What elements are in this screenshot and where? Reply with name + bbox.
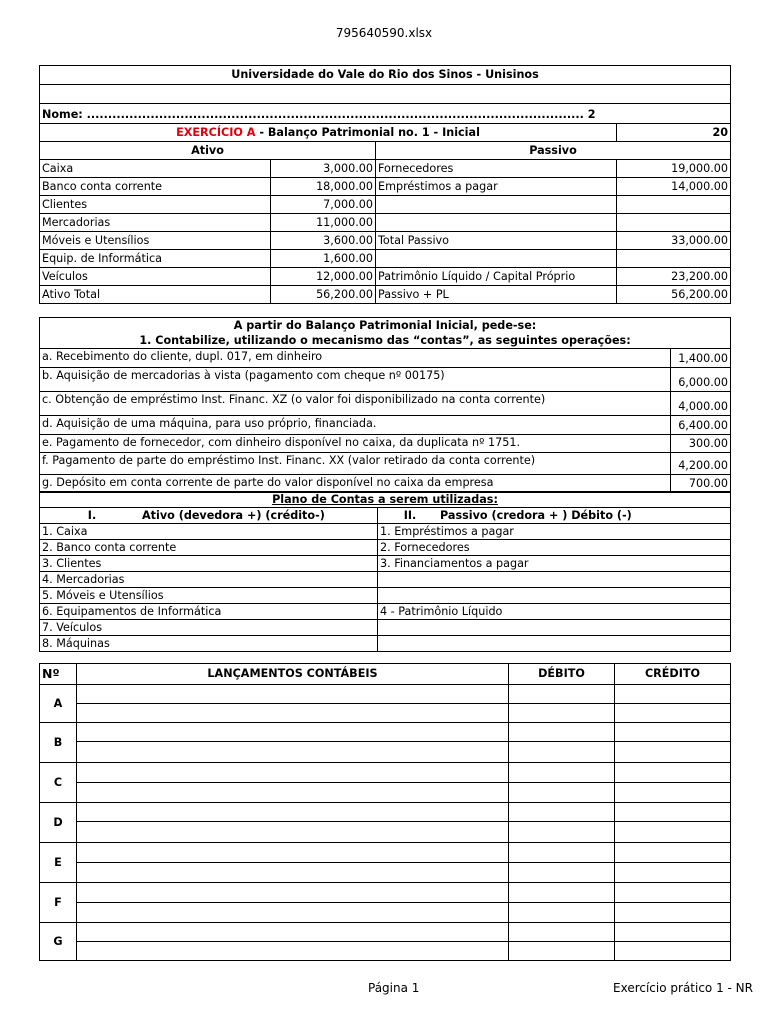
plan-right: 4 - Patrimônio Líquido [378, 604, 731, 620]
passivo-label: Patrimônio Líquido / Capital Próprio [376, 268, 617, 286]
balance-row [40, 214, 731, 232]
entry-description-cell[interactable] [77, 822, 509, 843]
blank-row [40, 85, 731, 104]
plan-left: 5. Móveis e Utensílios [40, 588, 378, 604]
entry-credit-cell[interactable] [615, 883, 731, 903]
plan-left: 4. Mercadorias [40, 572, 378, 588]
ativo-value: 3,600.00 [271, 232, 376, 250]
ativo-value: 12,000.00 [271, 268, 376, 286]
entry-credit-cell[interactable] [615, 803, 731, 822]
entry-debit-cell[interactable] [509, 863, 615, 883]
footer-page: Página 1 [368, 981, 420, 995]
journal-entry-row [40, 863, 731, 883]
plan-right [378, 636, 731, 652]
plan-ativo-header [40, 508, 378, 524]
journal-entry-row [40, 742, 731, 763]
operation-value: 4,200.00 [671, 453, 731, 475]
operation-value: 700.00 [671, 475, 731, 493]
balance-row [40, 268, 731, 286]
entry-debit-cell[interactable] [509, 843, 615, 863]
operation-value: 6,400.00 [671, 416, 731, 435]
ativo-value: 18,000.00 [271, 178, 376, 196]
passivo-label [376, 196, 617, 214]
entry-description-cell[interactable] [77, 763, 509, 783]
passivo-label: Passivo + PL [376, 286, 617, 304]
passivo-value: 33,000.00 [617, 232, 731, 250]
operation-row [40, 392, 731, 416]
journal-entry-row [40, 923, 731, 942]
operations-table [39, 317, 731, 493]
ativo-value: 7,000.00 [271, 196, 376, 214]
exercise-heading [40, 124, 617, 142]
journal-entry-row [40, 704, 731, 723]
entry-label: F [40, 883, 77, 923]
ativo-value: 1,600.00 [271, 250, 376, 268]
operation-text: a. Recebimento do cliente, dupl. 017, em dinheiro [40, 349, 671, 368]
entry-credit-cell[interactable] [615, 685, 731, 704]
passivo-label: Fornecedores [376, 160, 617, 178]
balance-row [40, 250, 731, 268]
plan-left: 8. Máquinas [40, 636, 378, 652]
ativo-value: 11,000.00 [271, 214, 376, 232]
journal-entry-row [40, 783, 731, 803]
plan-passivo-header [378, 508, 731, 524]
entry-label: E [40, 843, 77, 883]
plan-row [40, 572, 731, 588]
plan-left: 3. Clientes [40, 556, 378, 572]
entry-debit-cell[interactable] [509, 763, 615, 783]
passivo-label: Empréstimos a pagar [376, 178, 617, 196]
operation-text: b. Aquisição de mercadorias à vista (pagamento com cheque nº 00175) [40, 368, 671, 392]
entry-credit-cell[interactable] [615, 763, 731, 783]
file-title: 795640590.xlsx [335, 26, 433, 40]
balance-row [40, 196, 731, 214]
operation-row [40, 435, 731, 453]
operation-value: 6,000.00 [671, 368, 731, 392]
passivo-value [617, 196, 731, 214]
ativo-label: Caixa [40, 160, 271, 178]
operation-value: 1,400.00 [671, 349, 731, 368]
passivo-label: Total Passivo [376, 232, 617, 250]
entry-label: C [40, 763, 77, 803]
operation-text: d. Aquisição de uma máquina, para uso próprio, financiada. [40, 416, 671, 435]
journal-entry-row [40, 942, 731, 961]
entry-description-cell[interactable] [77, 742, 509, 763]
entry-description-cell[interactable] [77, 723, 509, 742]
ativo-label: Clientes [40, 196, 271, 214]
entry-description-cell[interactable] [77, 903, 509, 923]
plan-right [378, 588, 731, 604]
entry-credit-cell[interactable] [615, 843, 731, 863]
balance-row [40, 160, 731, 178]
journal-entry-row [40, 822, 731, 843]
plan-left: 7. Veículos [40, 620, 378, 636]
entry-label: D [40, 803, 77, 843]
entries-debit-header: DÉBITO [509, 664, 615, 685]
plan-title: Plano de Contas a serem utilizadas: [40, 492, 731, 508]
plan-left: 1. Caixa [40, 524, 378, 540]
plan-row [40, 556, 731, 572]
balance-row [40, 232, 731, 250]
name-line: Nome: ..................................................................................................................... 2 [40, 104, 731, 124]
journal-entry-row [40, 763, 731, 783]
entry-credit-cell[interactable] [615, 942, 731, 961]
entry-debit-cell[interactable] [509, 883, 615, 903]
operation-text: g. Depósito em conta corrente de parte do valor disponível no caixa da empresa [40, 475, 671, 493]
entry-debit-cell[interactable] [509, 942, 615, 961]
operations-title: A partir do Balanço Patrimonial Inicial, pede-se: [40, 318, 731, 334]
plan-passivo-num: II. [403, 508, 417, 522]
operation-text: e. Pagamento de fornecedor, com dinheiro disponível no caixa, da duplicata nº 1751. [40, 435, 671, 453]
plan-right: 1. Empréstimos a pagar [378, 524, 731, 540]
journal-entry-row [40, 685, 731, 704]
operation-row [40, 416, 731, 435]
exercise-number: 20 [617, 124, 731, 142]
entry-credit-cell[interactable] [615, 783, 731, 803]
entry-description-cell[interactable] [77, 863, 509, 883]
operation-text: f. Pagamento de parte do empréstimo Inst. Financ. XX (valor retirado da conta corrente) [40, 453, 671, 475]
ativo-label: Equip. de Informática [40, 250, 271, 268]
passivo-header: Passivo [376, 142, 731, 160]
plan-row [40, 588, 731, 604]
entry-description-cell[interactable] [77, 883, 509, 903]
operations-subtitle: 1. Contabilize, utilizando o mecanismo das “contas”, as seguintes operações: [40, 333, 731, 349]
entry-debit-cell[interactable] [509, 803, 615, 822]
chart-of-accounts-table [39, 491, 731, 652]
entries-num-header: Nº [40, 664, 77, 685]
ativo-label: Veículos [40, 268, 271, 286]
operation-row [40, 368, 731, 392]
entry-credit-cell[interactable] [615, 704, 731, 723]
entry-credit-cell[interactable] [615, 742, 731, 763]
entry-description-cell[interactable] [77, 803, 509, 822]
journal-entry-row [40, 803, 731, 822]
entries-desc-header: LANÇAMENTOS CONTÁBEIS [77, 664, 509, 685]
entry-credit-cell[interactable] [615, 723, 731, 742]
entry-description-cell[interactable] [77, 942, 509, 961]
operation-text: c. Obtenção de empréstimo Inst. Financ. XZ (o valor foi disponibilizado na conta corrente) [40, 392, 671, 416]
journal-entry-row [40, 723, 731, 742]
ativo-header: Ativo [40, 142, 376, 160]
plan-row [40, 620, 731, 636]
passivo-value [617, 214, 731, 232]
entry-debit-cell[interactable] [509, 723, 615, 742]
operation-row [40, 453, 731, 475]
plan-passivo-label: Passivo (credora + ) Débito (-) [440, 508, 632, 522]
entry-credit-cell[interactable] [615, 863, 731, 883]
passivo-value [617, 250, 731, 268]
entry-credit-cell[interactable] [615, 903, 731, 923]
entry-debit-cell[interactable] [509, 685, 615, 704]
entry-debit-cell[interactable] [509, 923, 615, 942]
plan-left: 6. Equipamentos de Informática [40, 604, 378, 620]
operation-row [40, 349, 731, 368]
entries-credit-header: CRÉDITO [615, 664, 731, 685]
ativo-label: Mercadorias [40, 214, 271, 232]
entry-label: G [40, 923, 77, 961]
entry-label: A [40, 685, 77, 723]
entry-debit-cell[interactable] [509, 903, 615, 923]
university-title: Universidade do Vale do Rio dos Sinos - Unisinos [40, 66, 731, 85]
balance-row [40, 286, 731, 304]
exercise-label: EXERCÍCIO A [176, 125, 256, 139]
entry-description-cell[interactable] [77, 843, 509, 863]
journal-entries-table [39, 663, 731, 961]
exercise-title: - Balanço Patrimonial no. 1 - Inicial [255, 125, 480, 139]
operation-row [40, 475, 731, 493]
balance-sheet-table [39, 65, 731, 304]
entry-description-cell[interactable] [77, 923, 509, 942]
plan-right [378, 620, 731, 636]
entry-debit-cell[interactable] [509, 822, 615, 843]
plan-row [40, 524, 731, 540]
ativo-value: 3,000.00 [271, 160, 376, 178]
balance-row [40, 178, 731, 196]
plan-row [40, 636, 731, 652]
passivo-label [376, 250, 617, 268]
journal-entry-row [40, 843, 731, 863]
entry-credit-cell[interactable] [615, 923, 731, 942]
operation-value: 300.00 [671, 435, 731, 453]
ativo-label: Móveis e Utensílios [40, 232, 271, 250]
passivo-value: 23,200.00 [617, 268, 731, 286]
passivo-value: 14,000.00 [617, 178, 731, 196]
ativo-label: Ativo Total [40, 286, 271, 304]
journal-entry-row [40, 883, 731, 903]
passivo-value: 56,200.00 [617, 286, 731, 304]
entry-debit-cell[interactable] [509, 783, 615, 803]
plan-ativo-label: Ativo (devedora +) (crédito-) [142, 508, 325, 522]
entry-description-cell[interactable] [77, 685, 509, 704]
ativo-label: Banco conta corrente [40, 178, 271, 196]
entry-debit-cell[interactable] [509, 704, 615, 723]
plan-right: 3. Financiamentos a pagar [378, 556, 731, 572]
passivo-value: 19,000.00 [617, 160, 731, 178]
plan-right [378, 572, 731, 588]
journal-entry-row [40, 903, 731, 923]
operation-value: 4,000.00 [671, 392, 731, 416]
plan-left: 2. Banco conta corrente [40, 540, 378, 556]
plan-row [40, 540, 731, 556]
ativo-value: 56,200.00 [271, 286, 376, 304]
passivo-label [376, 214, 617, 232]
plan-right: 2. Fornecedores [378, 540, 731, 556]
plan-ativo-num: I. [87, 508, 97, 522]
plan-row [40, 604, 731, 620]
entry-description-cell[interactable] [77, 704, 509, 723]
entry-debit-cell[interactable] [509, 742, 615, 763]
entry-credit-cell[interactable] [615, 822, 731, 843]
footer-sheet: Exercício prático 1 - NR [613, 981, 753, 995]
entry-description-cell[interactable] [77, 783, 509, 803]
entry-label: B [40, 723, 77, 763]
